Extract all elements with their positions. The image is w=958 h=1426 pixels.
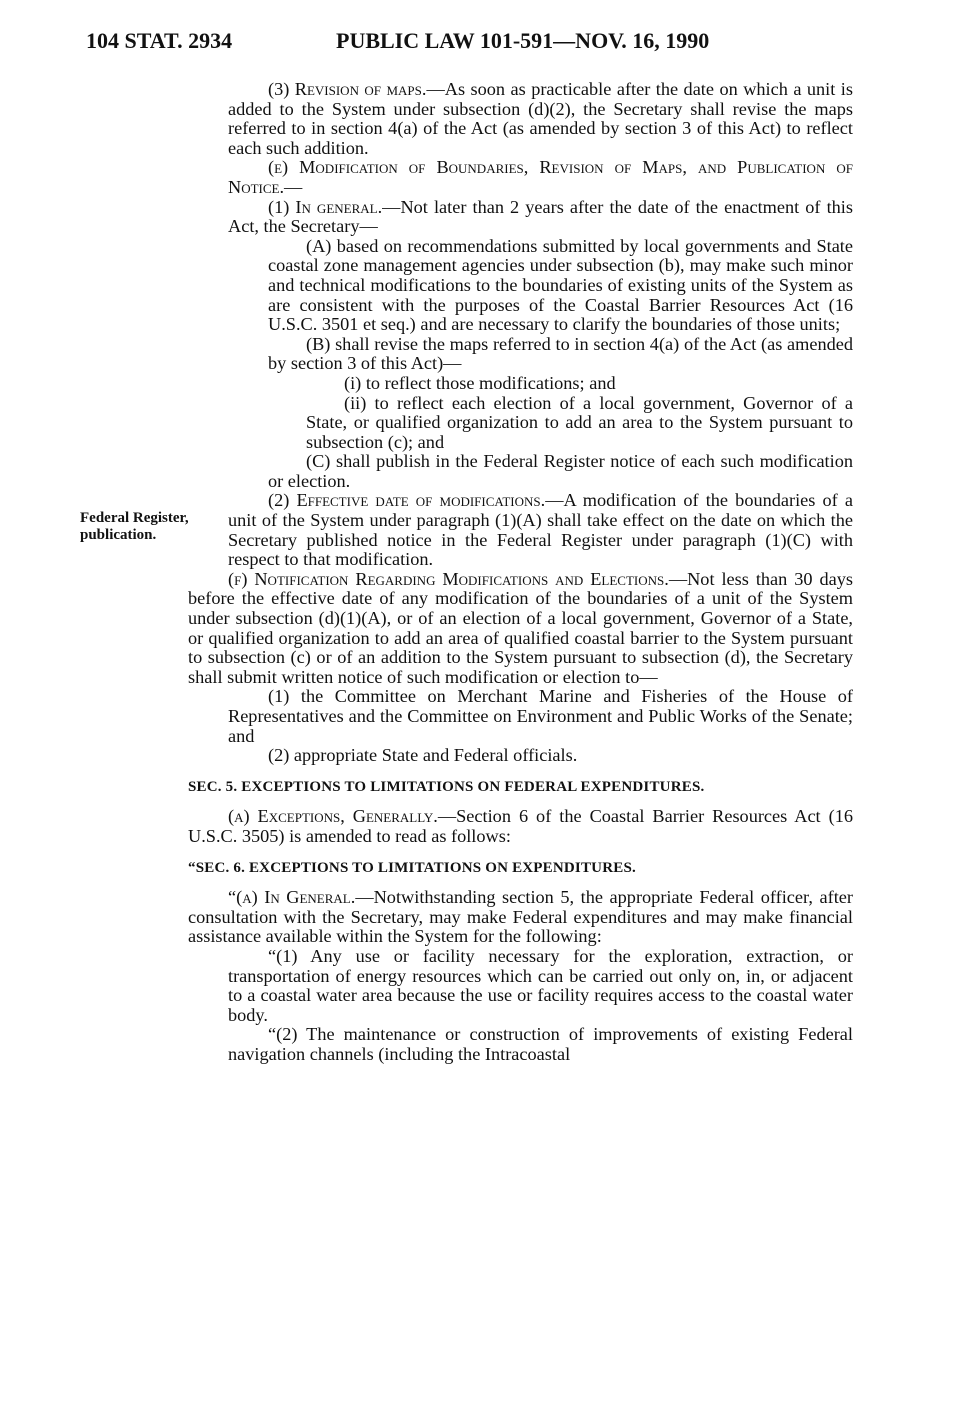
clause-i: (i) to reflect those modifications; and [344,372,616,393]
subsection-e [228,158,853,197]
subheading: (1) In general. [268,196,383,217]
subparagraph-a: (A) based on recommendations submitted by local governments and State coastal zone management agencies under subsection (b), may make such minor and technical modifications to the boundaries of existing units of the System as are consistent with the purposes of the Coastal Barrier Resources Act (16 U.S.C. 3501 et seq.) and are necessary to clarify the boundaries of those units; [268,235,853,335]
paragraph-revision-of-maps [228,80,853,158]
paragraph-text: —Not less than 30 days before the effective date of any modification of the boundaries of a unit of the System under subsection (d)(1)(A), or of an election of a local government, Governor of a State, or qualified organization to add an area of qualified coastal barrier to the System pursuant to subsection (c) or of an addition to the System pursuant to subsection (d), the Secretary shall submit written notice of such modification or election to— [188,568,853,687]
exception-1: “(1) Any use or facility necessary for the exploration, extraction, or transportation of energy resources which can be carried out only on, in, or adjacent to a coastal water area because the use or facility requires access to the coastal water body. [228,945,853,1025]
paragraph-text: —Section 6 of the Coastal Barrier Resources Act (16 U.S.C. 3505) is amended to read as follows: [188,806,853,846]
page-header [86,28,846,58]
statute-body [188,79,853,1065]
subheading: (a) Exceptions, Generally. [228,806,438,827]
subsection-a-in-general [188,888,853,947]
paragraph-text: —Notwithstanding section 5, the appropriate Federal officer, after consultation with the Secretary, may make Federal expenditures and may make financial assistance available within the System for the following: [188,887,853,947]
margin-note: Federal Register, publication. [80,510,189,543]
subparagraph-c: (C) shall publish in the Federal Register notice of each such modification or election. [268,451,853,491]
subheading: (e) Modification of Boundaries, Revision of Maps, and Publication of Notice. [228,157,853,197]
subparagraph-b: (B) shall revise the maps referred to in section 4(a) of the Act (as amended by section 3 of this Act)— [268,333,853,374]
paragraph-effective-date [228,491,853,569]
subheading: (f) Notification Regarding Modifications and Elections. [228,568,669,589]
subheading: (2) Effective date of modifications. [268,490,546,511]
section-5-heading: SEC. 5. EXCEPTIONS TO LIMITATIONS ON FEDERAL EXPENDITURES. [188,778,705,795]
section-6-heading: “SEC. 6. EXCEPTIONS TO LIMITATIONS ON EXPENDITURES. [188,859,636,876]
notice-recipient-1: (1) the Committee on Merchant Marine and Fisheries of the House of Representatives and the Committee on Environment and Public Works of the Senate; and [228,686,853,746]
clause-ii: (ii) to reflect each election of a local government, Governor of a State, or qualified organization to add an area to the System pursuant to subsection (c); and [306,392,853,452]
stat-page-number: 104 STAT. 2934 [86,28,233,53]
subheading: (3) Revision of maps. [268,79,427,99]
paragraph-text: —Not later than 2 years after the date of the enactment of this Act, the Secretary— [228,196,853,237]
subheading: “(a) In General. [228,887,356,908]
paragraph-in-general [228,198,853,237]
public-law-citation: PUBLIC LAW 101-591—NOV. 16, 1990 [336,28,710,53]
subsection-f [188,570,853,688]
exception-2: “(2) The maintenance or construction of improvements of existing Federal navigation channels (including the Intracoastal [228,1024,853,1064]
notice-recipient-2: (2) appropriate State and Federal officials. [268,745,578,766]
paragraph-text: — [284,176,303,197]
paragraph-text: —As soon as practicable after the date on which a unit is added to the System under subsection (d)(2), the Secretary shall revise the maps referred to in section 4(a) of the Act (as amended by section 3 of this Act) to reflect each such addition. [228,79,853,158]
subsection-a-exceptions [188,807,853,846]
paragraph-text: —A modification of the boundaries of a unit of the System under paragraph (1)(A) shall take effect on the date on which the Secretary published notice in the Federal Register under paragraph (1)(C) with respect to that modification. [228,490,853,570]
